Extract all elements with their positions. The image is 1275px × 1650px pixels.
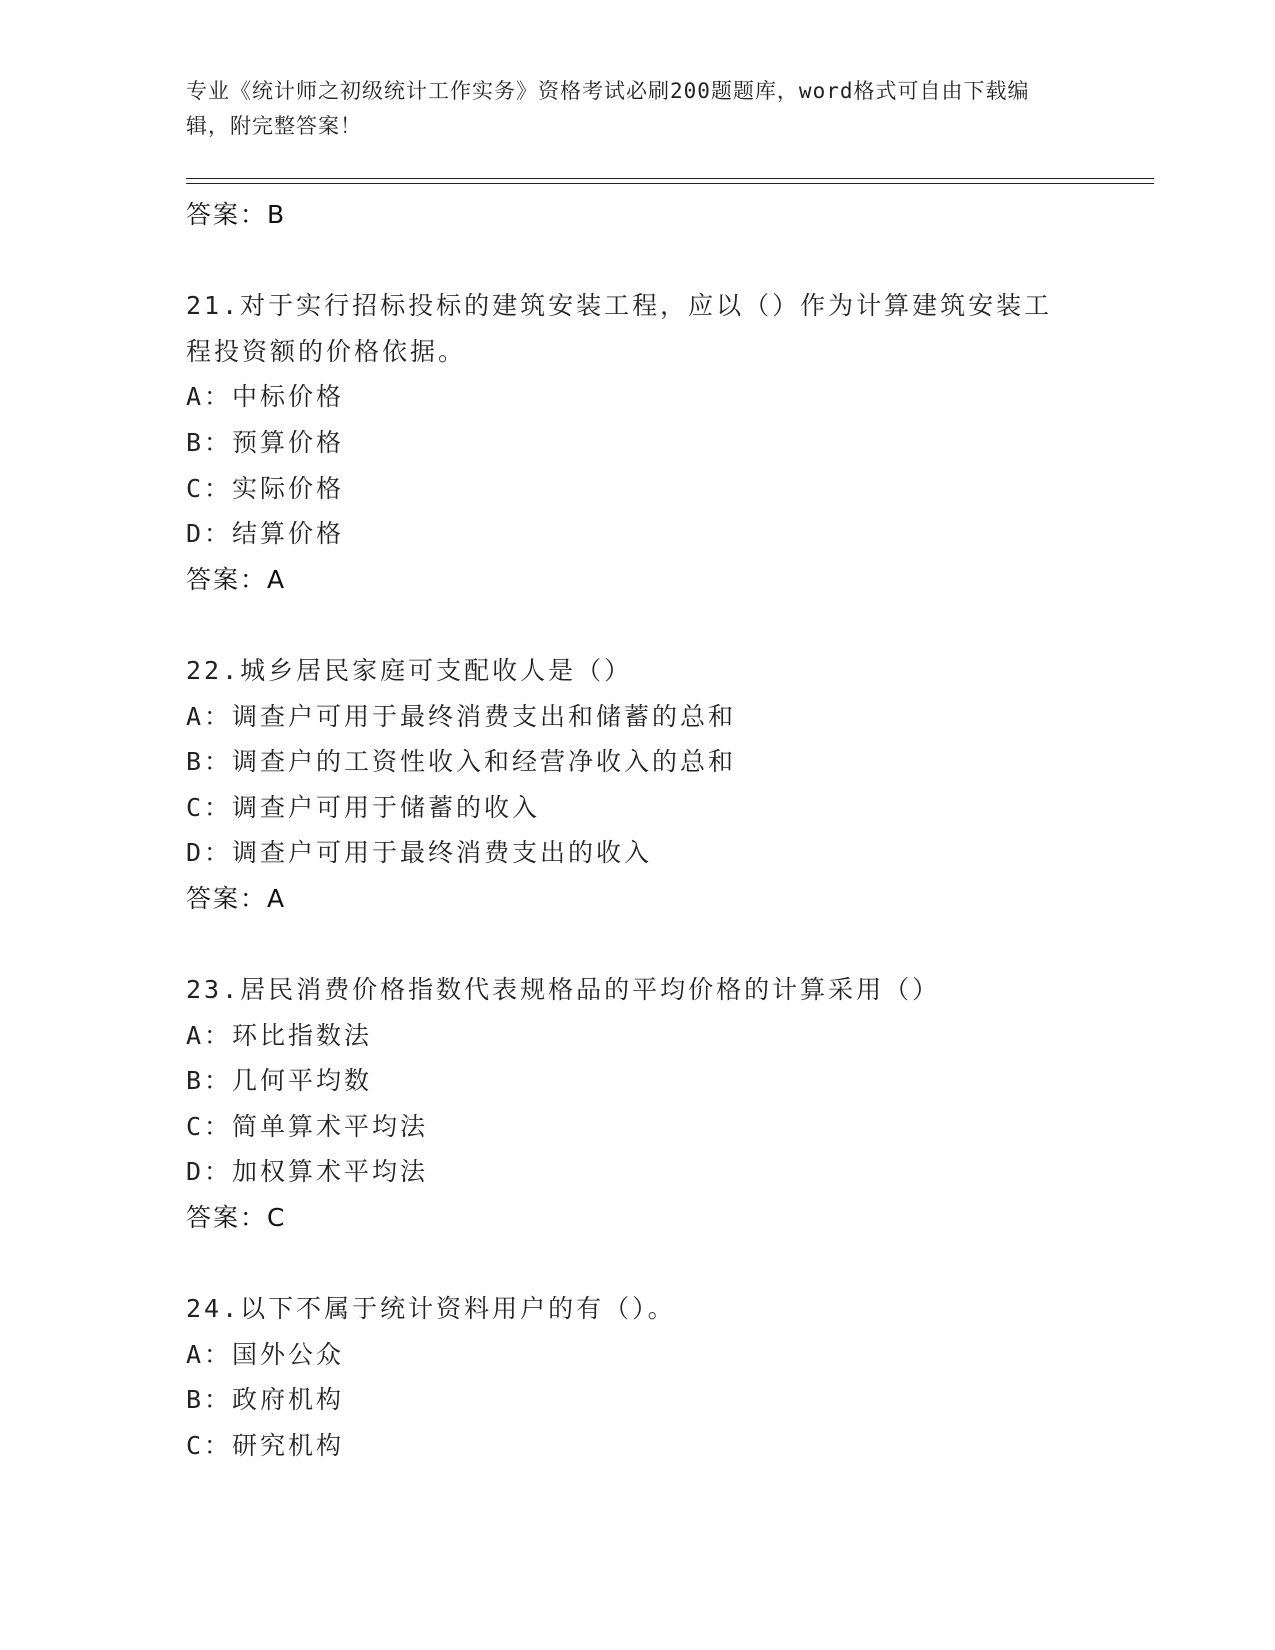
question-22 bbox=[186, 648, 1086, 922]
question-stem-continued: 程投资额的价格依据。 bbox=[186, 336, 467, 366]
option-c: C：研究机构 bbox=[186, 1431, 345, 1461]
answer-line: 答案：A bbox=[186, 564, 287, 594]
header-rule-top bbox=[186, 178, 1154, 179]
question-23 bbox=[186, 967, 1086, 1241]
spacer bbox=[186, 602, 1086, 648]
question-24 bbox=[186, 1286, 1086, 1468]
option-b: B：政府机构 bbox=[186, 1385, 345, 1415]
option-b: B：预算价格 bbox=[186, 427, 345, 457]
option-c: C：实际价格 bbox=[186, 473, 345, 503]
question-21 bbox=[186, 283, 1086, 602]
spacer bbox=[186, 238, 1086, 284]
option-a: A：国外公众 bbox=[186, 1339, 345, 1369]
spacer bbox=[186, 922, 1086, 968]
answer-line: 答案：C bbox=[186, 1203, 287, 1233]
answer-line: 答案：A bbox=[186, 883, 287, 913]
option-a: A：调查户可用于最终消费支出和储蓄的总和 bbox=[186, 701, 737, 731]
option-b: B：几何平均数 bbox=[186, 1066, 373, 1096]
answer-line: 答案：B bbox=[186, 200, 287, 229]
option-a: A：环比指数法 bbox=[186, 1020, 373, 1050]
question-stem: 24.以下不属于统计资料用户的有（）。 bbox=[186, 1294, 676, 1324]
spacer bbox=[186, 1241, 1086, 1287]
question-stem: 23.居民消费价格指数代表规格品的平均价格的计算采用（） bbox=[186, 975, 941, 1005]
option-b: B：调查户的工资性收入和经营净收入的总和 bbox=[186, 747, 737, 777]
question-list bbox=[186, 192, 1086, 1469]
option-a: A：中标价格 bbox=[186, 382, 345, 412]
option-d: D：加权算术平均法 bbox=[186, 1157, 429, 1187]
question-stem: 21.对于实行招标投标的建筑安装工程，应以（）作为计算建筑安装工 bbox=[186, 291, 1053, 321]
header-rule-bottom bbox=[186, 183, 1154, 184]
page-header: 专业《统计师之初级统计工作实务》资格考试必刷200题题库，word格式可自由下载编辑，附完整答案！ bbox=[186, 79, 1030, 138]
option-c: C：简单算术平均法 bbox=[186, 1111, 429, 1141]
option-d: D：结算价格 bbox=[186, 519, 345, 549]
option-c: C：调查户可用于储蓄的收入 bbox=[186, 792, 541, 822]
option-d: D：调查户可用于最终消费支出的收入 bbox=[186, 838, 653, 868]
question-stem: 22.城乡居民家庭可支配收人是（） bbox=[186, 655, 633, 685]
